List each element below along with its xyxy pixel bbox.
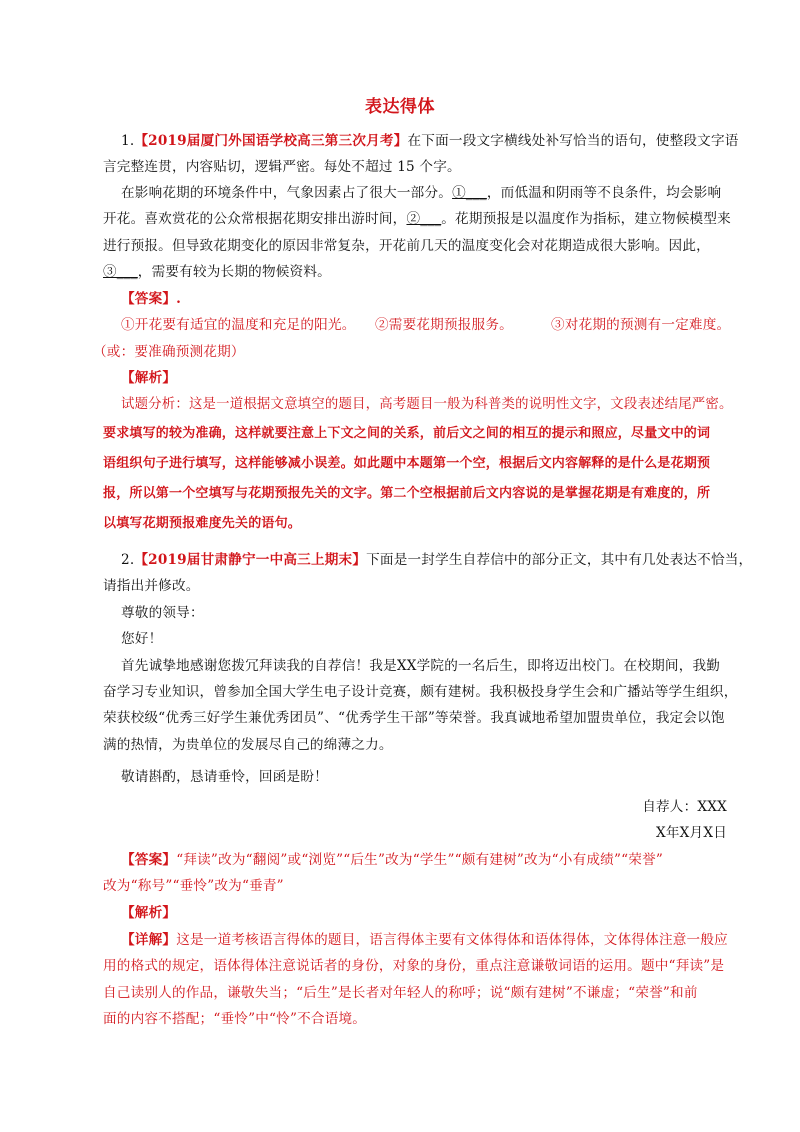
letter-body-line-2: 奋学习专业知识，曾参加全国大学生电子设计竞赛，颇有建树。我积极投身学生会和广播站等学生组织， (103, 684, 738, 700)
page-title: 表达得体 (365, 97, 435, 117)
q1-number: 1. (121, 133, 135, 149)
q1-prompt-line-2: 言完整连贯，内容贴切，逻辑严密。每处不超过 15 个字。 (103, 159, 461, 175)
q1-analysis-line-5: 以填写花期预报难度先关的语句。 (103, 516, 302, 531)
q1-blank-1: ①___ (452, 185, 487, 201)
q2-prompt-line-1: 2.【2019届甘肃静宁一中高三上期末】下面是一封学生自荐信中的部分正文，其中有几处表达不恰当， (121, 552, 753, 568)
letter-body-line-3: 荣获校级“优秀三好学生兼优秀团员”、“优秀学生干部”等荣誉。我真诚地希望加盟贵单位，我定会以饱 (103, 710, 725, 726)
q1-analysis-line-3: 语组织句子进行填写，这样能够减小误差。如此题中本题第一个空，根据后文内容解释的是什么是花期预 (103, 456, 711, 471)
q2-answer-label: 【答案】 (121, 852, 177, 868)
letter-salutation: 尊敬的领导： (121, 605, 204, 621)
letter-body-line-4: 满的热情，为贵单位的发展尽自己的绵薄之力。 (103, 737, 393, 753)
q1-source: 【2019届厦门外国语学校高三第三次月考】 (134, 133, 408, 149)
q2-detail-label: 【详解】 (121, 932, 177, 948)
q2-answer-line-2: 改为“称号”“垂怜”改为“垂青” (103, 878, 284, 894)
q2-number: 2. (121, 552, 135, 568)
q1-passage-line-4: ③___，需要有较为长期的物候资料。 (103, 264, 331, 280)
letter-greeting: 您好！ (121, 631, 163, 647)
letter-body-line-1: 首先诚挚地感谢您拨冗拜读我的自荐信！我是XX学院的一名后生，即将迈出校门。在校期间，我勤 (121, 658, 721, 674)
q1-answer-label: 【答案】. (121, 291, 182, 307)
q2-detail-line-3: 自己读别人的作品，谦敬失当；“后生”是长者对年轻人的称呼；说“颇有建树”不谦虚；“荣誉”和前 (103, 985, 698, 1001)
q2-detail-line-1: 【详解】这是一道考核语言得体的题目，语言得体主要有文体得体和语体得体，文体得体注意一般应 (121, 932, 728, 948)
q1-analysis-label: 【解析】 (121, 370, 177, 386)
letter-closing: 敬请斟酌，恳请垂怜，回函是盼！ (121, 769, 328, 785)
q2-detail-line-4: 面的内容不搭配；“垂怜”中“怜”不合语境。 (103, 1011, 367, 1027)
q2-analysis-label: 【解析】 (121, 905, 177, 921)
letter-signature: 自荐人：XXX (642, 799, 727, 815)
q1-passage-line-2: 开花。喜欢赏花的公众常根据花期安排出游时间，②___。花期预报是以温度作为指标，建立物候模型来 (103, 211, 731, 227)
q1-answer-alt: （或：要准确预测花期） (93, 344, 245, 360)
q2-source: 【2019届甘肃静宁一中高三上期末】 (134, 552, 367, 568)
q2-detail-line-2: 用的格式的规定，语体得体注意说话者的身份，对象的身份，重点注意谦敬词语的运用。题中“拜读”是 (103, 958, 725, 974)
q1-analysis-line-2: 要求填写的较为准确，这样就要注意上下文之间的关系，前后文之间的相互的提示和照应，尽量文中的词 (103, 426, 711, 441)
q2-answer-line-1: 【答案】“拜读”改为“翻阅”或“浏览”“后生”改为“学生”“颇有建树”改为“小有成绩”“荣誉” (121, 852, 664, 868)
q2-prompt-line-2: 请指出并修改。 (103, 578, 200, 594)
q1-answer-2: ②需要花期预报服务。 (375, 317, 513, 333)
q1-answer-1: ①开花要有适宜的温度和充足的阳光。 (121, 317, 356, 333)
q1-analysis-line-4: 报，所以第一个空填写与花期预报先关的文字。第二个空根据前后文内容说的是掌握花期是有难度的，所 (103, 486, 711, 501)
q1-answer-3: ③对花期的预测有一定难度。 (551, 317, 731, 333)
q1-blank-2: ②___ (406, 211, 442, 227)
q1-passage-line-3: 进行预报。但导致花期变化的原因非常复杂，开花前几天的温度变化会对花期造成很大影响。因此， (103, 238, 710, 254)
q1-analysis-line-1: 试题分析：这是一道根据文意填空的题目，高考题目一般为科普类的说明性文字，文段表述结尾严密。 (121, 397, 733, 412)
q1-passage-line-1: 在影响花期的环境条件中，气象因素占了很大一部分。①___，而低温和阴雨等不良条件，均会影响 (121, 185, 722, 201)
q1-blank-3: ③___ (103, 264, 138, 280)
letter-date: X年X月X日 (655, 825, 727, 841)
q1-prompt-line-1: 1.【2019届厦门外国语学校高三第三次月考】在下面一段文字横线处补写恰当的语句，使整段文字语 (121, 133, 739, 149)
